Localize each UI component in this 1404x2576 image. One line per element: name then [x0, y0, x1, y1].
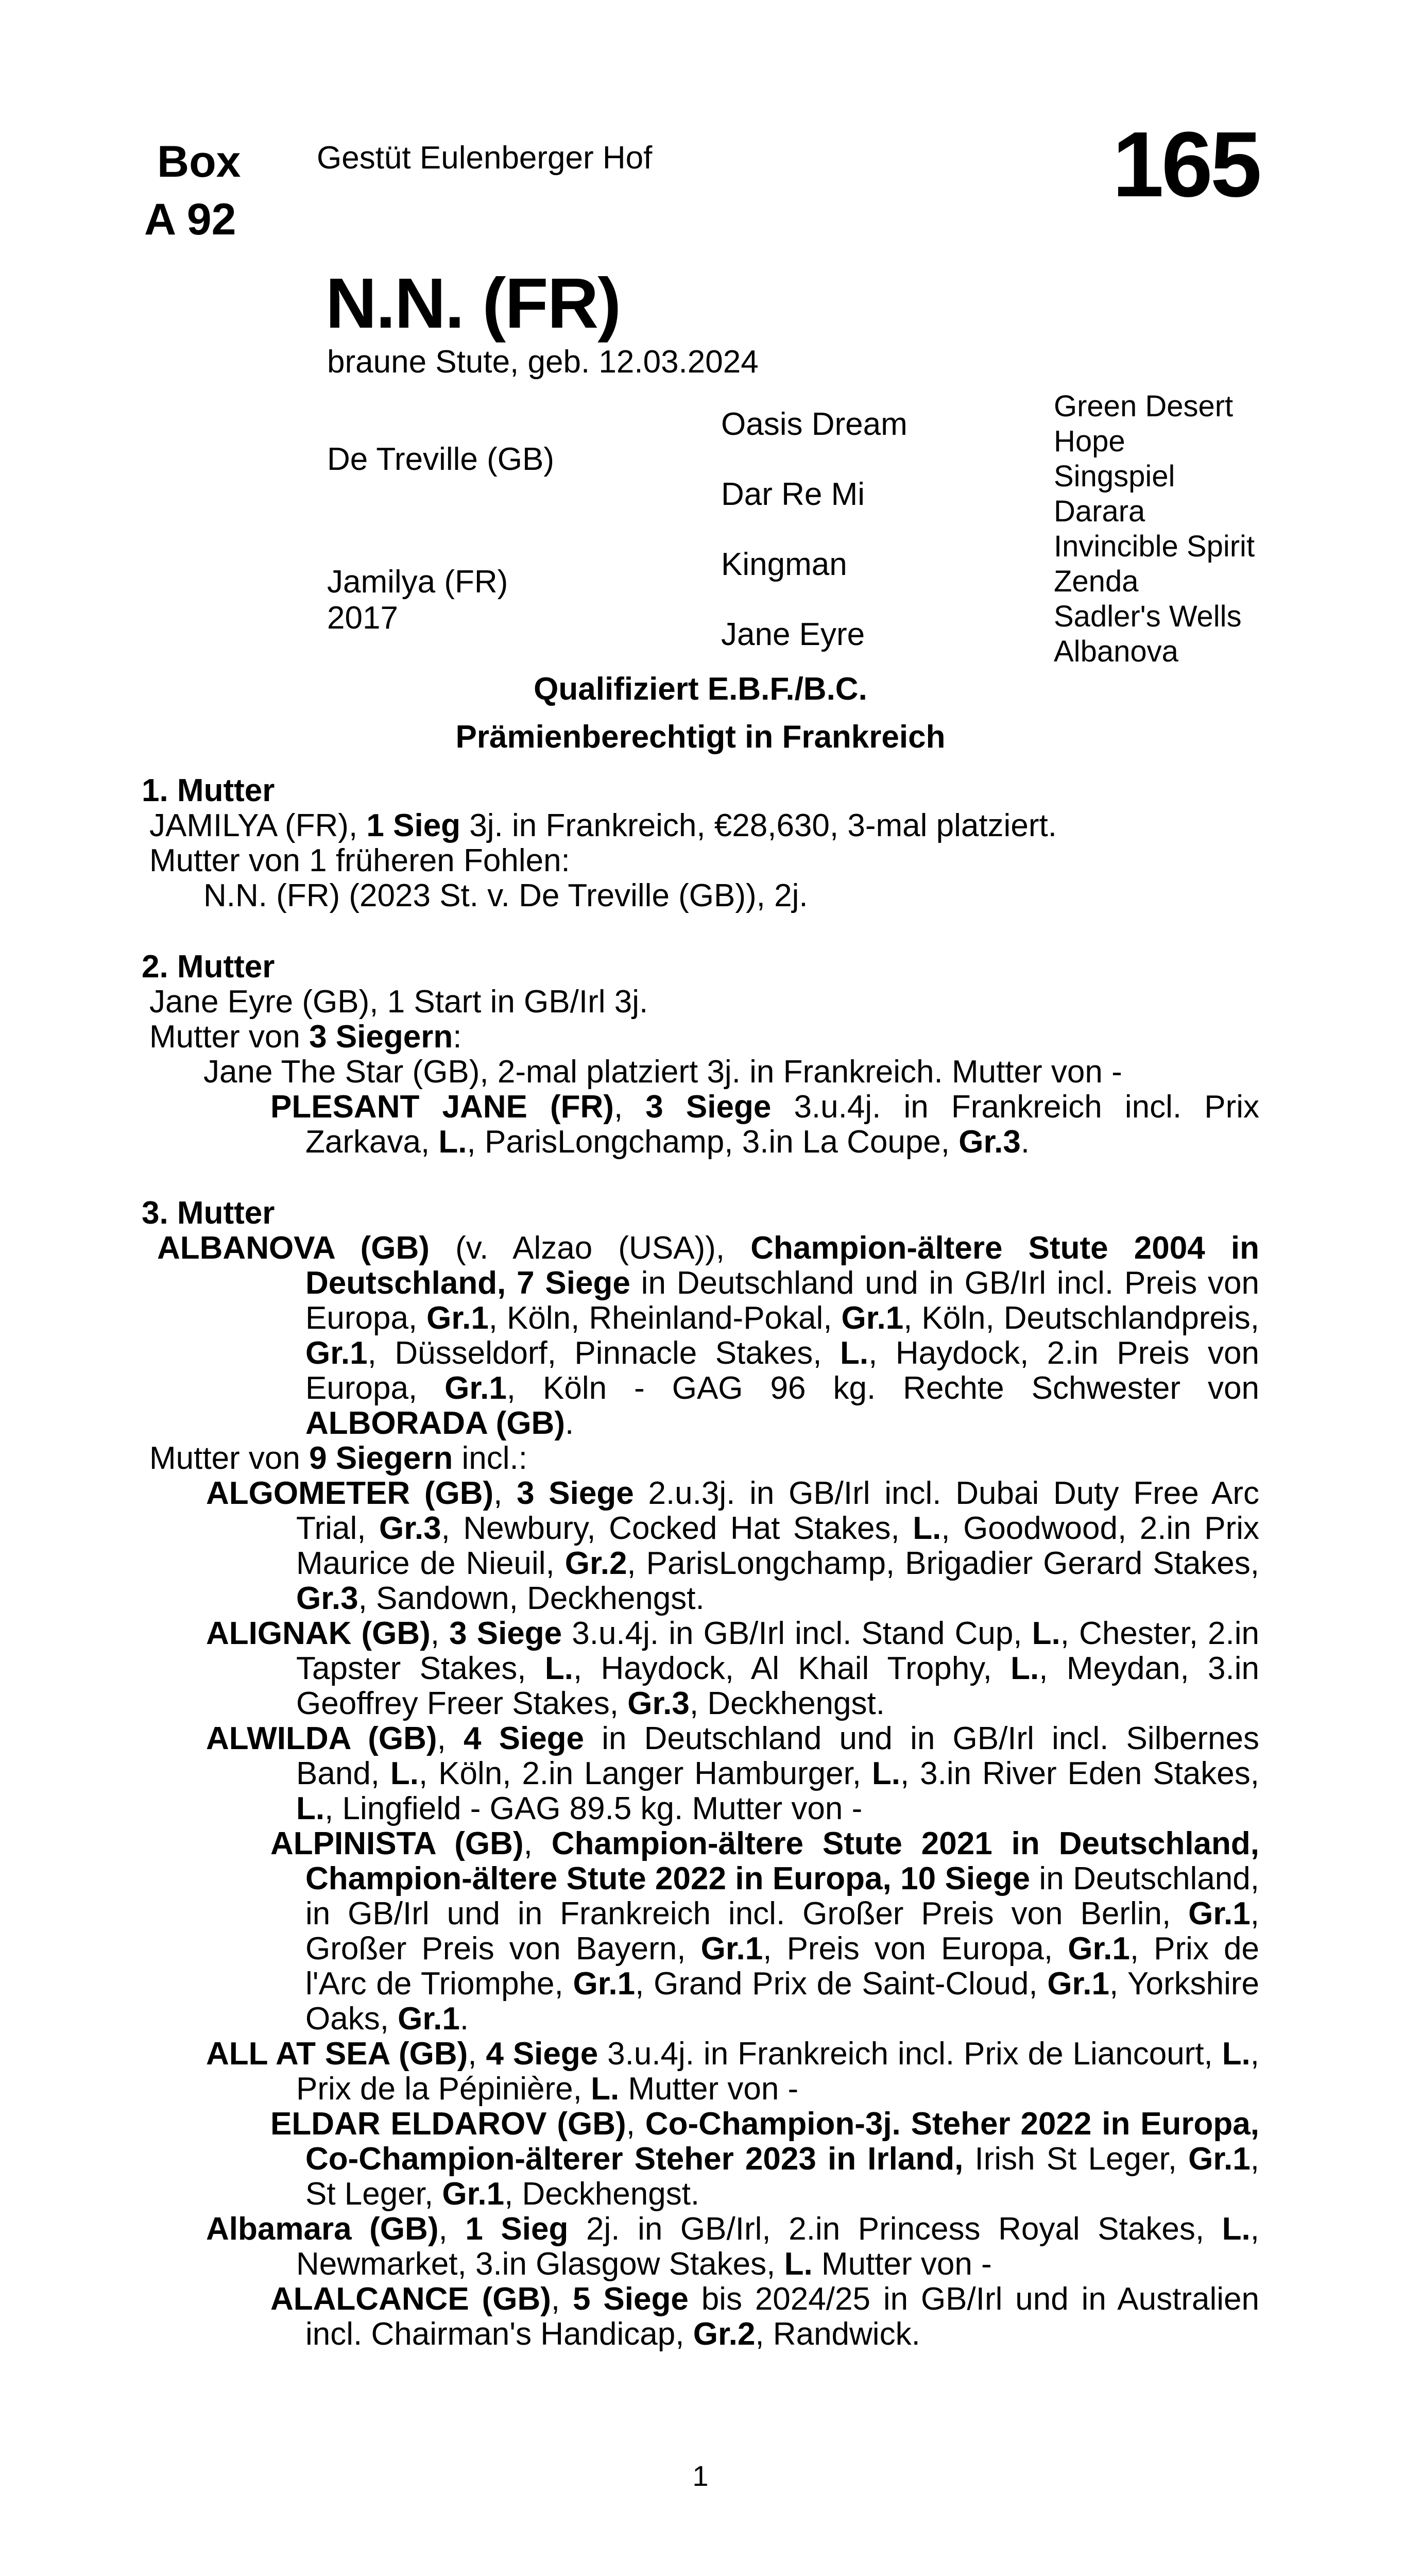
race-record-text: , Randwick. [755, 2316, 920, 2352]
pedigree-paragraph [142, 1616, 1259, 1721]
blacktype-text: L. [871, 1756, 901, 1791]
blacktype-text: 3 Siege [449, 1616, 562, 1651]
pedigree-dam: Jamilya (FR) [327, 564, 508, 600]
race-record-text: 2.u.3j. in GB/Irl incl. Dubai Duty Free Arc Trial, [296, 1476, 1260, 1546]
race-record-text: (v. Alzao (USA)), [429, 1230, 751, 1266]
race-record-text: , Preis von Europa, [763, 1931, 1068, 1967]
blacktype-text: ALBORADA (GB) [305, 1405, 565, 1441]
race-record-text: , [523, 1826, 552, 1861]
blacktype-text: 5 Siege [573, 2281, 689, 2317]
race-record-text: 3.u.4j. in GB/Irl incl. Stand Cup, [562, 1616, 1032, 1651]
box-number: A 92 [144, 195, 236, 244]
race-record-text: in Deutschland und in GB/Irl incl. Preis von Europa, [305, 1265, 1259, 1336]
blacktype-text: Gr.1 [305, 1335, 368, 1371]
blacktype-text: Gr.3 [296, 1581, 358, 1616]
race-record-text: . [1020, 1124, 1030, 1160]
blacktype-text: 1 Sieg [366, 808, 461, 843]
blacktype-text: L. [544, 1651, 573, 1686]
pedigree-paragraph [142, 2282, 1259, 2352]
race-record-text: , Prix de l'Arc de Triomphe, [305, 1931, 1260, 2002]
race-record-text: , Deckhengst. [504, 2176, 700, 2212]
race-record-text: , Prix de la Pépinière, [296, 2036, 1260, 2107]
race-record-text: , Goodwood, 2.in Prix Maurice de Nieuil, [296, 1511, 1259, 1581]
blacktype-text: L. [1222, 2211, 1251, 2247]
box-block [144, 133, 241, 248]
pedigree-paragraph [142, 1020, 1259, 1055]
race-record-text: , Newmarket, 3.in Glasgow Stakes, [296, 2211, 1260, 2282]
race-record-text: , [613, 1089, 646, 1125]
race-record-text: , Meydan, 3.in Geoffrey Freer Stakes, [296, 1651, 1259, 1721]
race-record-text: , [437, 1721, 464, 1756]
race-record-text: , [430, 1616, 450, 1651]
race-record-text: Mutter von 1 früheren Fohlen: [149, 843, 570, 878]
pedigree-paragraph [142, 808, 1259, 843]
blacktype-text: Gr.1 [442, 2176, 505, 2212]
blacktype-text: L. [1011, 1651, 1039, 1686]
pedigree-paragraph [142, 1055, 1259, 1090]
pedigree-paragraph [142, 2107, 1259, 2212]
blacktype-text: 3 Siege [517, 1476, 634, 1511]
race-record-text: , Haydock, Al Khail Trophy, [573, 1651, 1011, 1686]
race-record-text: , 3.in River Eden Stakes, [900, 1756, 1259, 1791]
blacktype-text: Gr.1 [1068, 1931, 1130, 1967]
blacktype-text: ALALCANCE (GB) [270, 2281, 551, 2317]
race-record-text: , Düsseldorf, Pinnacle Stakes, [367, 1335, 841, 1371]
race-record-text: JAMILYA (FR), [149, 808, 367, 843]
blacktype-text: Gr.1 [1188, 2141, 1251, 2177]
race-record-text: Mutter von [149, 1019, 310, 1055]
lot-number: 165 [1112, 113, 1259, 216]
race-record-text: incl.: [453, 1440, 527, 1476]
race-record-text: , Großer Preis von Bayern, [305, 1896, 1259, 1967]
blacktype-text: ALPINISTA (GB) [270, 1826, 524, 1861]
pedigree-gen3-entry: Zenda [1054, 565, 1139, 598]
section-heading: 2. Mutter [142, 949, 275, 985]
mutter-section [142, 950, 1259, 1160]
blacktype-text: 3 Siege [645, 1089, 772, 1125]
race-record-text: , Köln, Rheinland-Pokal, [488, 1300, 842, 1336]
blacktype-text: Gr.1 [444, 1370, 507, 1406]
pedigree-gen3-entry: Hope [1054, 425, 1125, 458]
pedigree-paragraph [142, 2212, 1259, 2282]
blacktype-text: ALGOMETER (GB) [206, 1476, 494, 1511]
race-record-text: 2j. in GB/Irl, 2.in Princess Royal Stakes, [568, 2211, 1222, 2247]
race-record-text: Jane Eyre (GB), 1 Start in GB/Irl 3j. [149, 984, 648, 1020]
race-record-text: : [453, 1019, 462, 1055]
pedigree-paragraph [142, 1476, 1259, 1616]
race-record-text: , Grand Prix de Saint-Cloud, [635, 1966, 1048, 2002]
box-label: Box [157, 137, 241, 187]
section-heading: 1. Mutter [142, 773, 275, 808]
blacktype-text: ALL AT SEA (GB) [206, 2036, 468, 2072]
blacktype-text: L. [296, 1791, 325, 1826]
race-record-text: 3.u.4j. in Frankreich incl. Prix Zarkava, [305, 1089, 1259, 1160]
race-record-text: , Yorkshire Oaks, [305, 1966, 1259, 2037]
pedigree-gen3-entry: Sadler's Wells [1054, 600, 1242, 633]
blacktype-text: ALWILDA (GB) [206, 1721, 437, 1756]
pedigree-paragraph [142, 1826, 1259, 2037]
race-record-text: in Deutschland und in GB/Irl incl. Silbernes Band, [296, 1721, 1260, 1791]
blacktype-text: Albamara (GB) [206, 2211, 439, 2247]
race-record-text: , Köln, 2.in Langer Hamburger, [419, 1756, 872, 1791]
blacktype-text: Gr.1 [1047, 1966, 1109, 2002]
race-record-text: 3.u.4j. in Frankreich incl. Prix de Liancourt, [598, 2036, 1222, 2072]
blacktype-text: Champion-ältere Stute 2021 in Deutschland, Champion-ältere Stute 2022 in Europa, 10 Siege [305, 1826, 1259, 1896]
premium-note: Prämienberechtigt in Frankreich [455, 719, 946, 755]
blacktype-text: Gr.3 [379, 1511, 441, 1546]
race-record-text: , Lingfield - GAG 89.5 kg. Mutter von - [324, 1791, 863, 1826]
race-record-text: , Newbury, Cocked Hat Stakes, [441, 1511, 913, 1546]
race-record-text: , ParisLongchamp, Brigadier Gerard Stakes, [627, 1546, 1260, 1581]
blacktype-text: ALBANOVA (GB) [157, 1230, 430, 1266]
race-record-text: 3j. in Frankreich, €28,630, 3-mal platziert. [460, 808, 1057, 843]
race-record-text: bis 2024/25 in GB/Irl und in Australien incl. Chairman's Handicap, [305, 2281, 1260, 2352]
mutter-section [142, 1196, 1259, 2352]
blacktype-text: L. [1222, 2036, 1251, 2072]
pedigree-gen3-entry: Albanova [1054, 635, 1178, 668]
pedigree-paragraph [142, 2037, 1259, 2107]
race-record-text: , Köln, Deutschlandpreis, [903, 1300, 1259, 1336]
blacktype-text: Gr.3 [958, 1124, 1021, 1160]
blacktype-text: L. [591, 2071, 620, 2107]
blacktype-text: 4 Siege [463, 1721, 585, 1756]
pedigree-paragraph [142, 1090, 1259, 1160]
race-record-text: , Deckhengst. [689, 1686, 885, 1721]
pedigree-paragraph [142, 985, 1259, 1020]
blacktype-text: 3 Siegern [309, 1019, 453, 1055]
blacktype-text: 1 Sieg [465, 2211, 569, 2247]
dam-line-sections [142, 773, 1259, 2352]
blacktype-text: Co-Champion-3j. Steher 2022 in Europa, Co-Champion-älterer Steher 2023 in Irland, [305, 2106, 1260, 2177]
blacktype-text: ALIGNAK (GB) [206, 1616, 431, 1651]
page-number: 1 [692, 2460, 709, 2492]
blacktype-text: L. [784, 2246, 813, 2282]
race-record-text: , Köln - GAG 96 kg. Rechte Schwester von [506, 1370, 1260, 1406]
horse-subtitle: braune Stute, geb. 12.03.2024 [327, 344, 759, 380]
blacktype-text: Champion-ältere Stute 2004 in Deutschland, 7 Siege [305, 1230, 1259, 1301]
blacktype-text: Gr.1 [398, 2001, 460, 2037]
pedigree-paragraph [142, 878, 1259, 913]
race-record-text: N.N. (FR) (2023 St. v. De Treville (GB)), 2j. [203, 878, 808, 913]
pedigree-dam-dam: Jane Eyre [721, 617, 865, 652]
pedigree-sire-sire: Oasis Dream [721, 406, 908, 442]
blacktype-text: L. [438, 1124, 467, 1160]
pedigree-paragraph [142, 1721, 1259, 1826]
race-record-text: , St Leger, [305, 2141, 1259, 2212]
pedigree-gen3-entry: Green Desert [1054, 389, 1234, 423]
race-record-text: . [564, 1405, 574, 1441]
race-record-text: , [493, 1476, 517, 1511]
blacktype-text: L. [1032, 1616, 1060, 1651]
race-record-text: in Deutschland, in GB/Irl und in Frankreich incl. Großer Preis von Berlin, [305, 1861, 1259, 1931]
pedigree-paragraph [142, 1441, 1259, 1476]
blacktype-text: L. [913, 1511, 941, 1546]
race-record-text: Irish St Leger, [963, 2141, 1189, 2177]
pedigree-dam-sire: Kingman [721, 547, 847, 582]
race-record-text: Mutter von [149, 1440, 310, 1476]
blacktype-text: Gr.1 [1188, 1896, 1251, 1931]
mutter-section [142, 773, 1259, 913]
pedigree-gen3-entry: Singspiel [1054, 460, 1175, 493]
pedigree-gen3-entry: Darara [1054, 495, 1145, 528]
race-record-text: Jane The Star (GB), 2-mal platziert 3j. in Frankreich. Mutter von - [203, 1054, 1122, 1090]
blacktype-text: Gr.1 [700, 1931, 763, 1967]
race-record-text: , ParisLongchamp, 3.in La Coupe, [467, 1124, 959, 1160]
blacktype-text: Gr.3 [627, 1686, 690, 1721]
pedigree-sire-dam: Dar Re Mi [721, 477, 865, 512]
pedigree-paragraph [142, 1231, 1259, 1441]
race-record-text: , [551, 2281, 573, 2317]
race-record-text: , [468, 2036, 486, 2072]
race-record-text: , Sandown, Deckhengst. [358, 1581, 705, 1616]
race-record-text: . [459, 2001, 469, 2037]
race-record-text: Mutter von - [619, 2071, 799, 2107]
blacktype-text: Gr.1 [426, 1300, 489, 1336]
race-record-text: Mutter von - [812, 2246, 992, 2282]
blacktype-text: ELDAR ELDAROV (GB) [270, 2106, 626, 2142]
blacktype-text: 4 Siege [486, 2036, 598, 2072]
pedigree-dam-year: 2017 [327, 600, 398, 636]
section-heading: 3. Mutter [142, 1195, 275, 1231]
blacktype-text: PLESANT JANE (FR) [270, 1089, 614, 1125]
blacktype-text: L. [390, 1756, 419, 1791]
race-record-text: , [626, 2106, 645, 2142]
consignor-name: Gestüt Eulenberger Hof [317, 140, 653, 176]
blacktype-text: 9 Siegern [309, 1440, 453, 1476]
race-record-text: , Chester, 2.in Tapster Stakes, [296, 1616, 1259, 1686]
race-record-text: , [438, 2211, 466, 2247]
pedigree-paragraph [142, 843, 1259, 878]
blacktype-text: Gr.1 [841, 1300, 904, 1336]
blacktype-text: Gr.2 [564, 1546, 627, 1581]
race-record-text: , Haydock, 2.in Preis von Europa, [305, 1335, 1259, 1406]
pedigree-gen3-entry: Invincible Spirit [1054, 530, 1255, 563]
qualification-note: Qualifiziert E.B.F./B.C. [534, 671, 867, 707]
blacktype-text: L. [840, 1335, 869, 1371]
pedigree-sire: De Treville (GB) [327, 442, 554, 477]
blacktype-text: Gr.1 [573, 1966, 636, 2002]
horse-name-title: N.N. (FR) [326, 264, 621, 343]
blacktype-text: Gr.2 [693, 2316, 756, 2352]
